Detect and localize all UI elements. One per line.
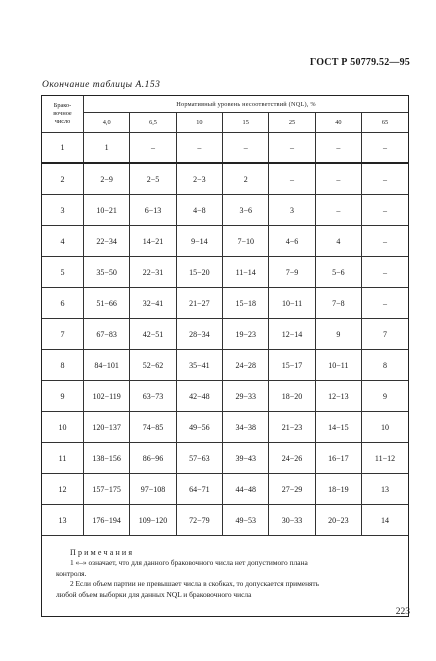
table-cell: 15−18 <box>223 288 269 319</box>
row-number: 9 <box>42 381 84 412</box>
table-cell: 120−137 <box>84 412 130 443</box>
data-table-frame <box>41 95 409 617</box>
notes-title: Примечания <box>70 547 135 557</box>
table-cell: 4−8 <box>176 195 222 226</box>
table-cell: 19−23 <box>223 319 269 350</box>
table-cell: 18−20 <box>269 381 315 412</box>
table-cell: 12−14 <box>269 319 315 350</box>
note-text: 2 Если объем партии не превышает числа в скобках, то допускается применять <box>70 579 320 589</box>
table-cell: 1 <box>84 133 130 164</box>
table-row <box>42 195 408 226</box>
table-cell: – <box>269 163 315 195</box>
table-row <box>42 474 408 505</box>
table-cell: 15−17 <box>269 350 315 381</box>
column-header: 10 <box>176 113 222 133</box>
table-cell: 109−120 <box>130 505 176 536</box>
table-row <box>42 133 408 164</box>
column-header: 6,5 <box>130 113 176 133</box>
table-cell: 13 <box>362 474 408 505</box>
table-cell: 24−26 <box>269 443 315 474</box>
table-cell: 51−66 <box>84 288 130 319</box>
table-cell: 30−33 <box>269 505 315 536</box>
table-cell: 42−51 <box>130 319 176 350</box>
table-cell: 8 <box>362 350 408 381</box>
table-cell: 2 <box>223 163 269 195</box>
table-cell: 12−13 <box>315 381 361 412</box>
table-cell: – <box>315 133 361 164</box>
table-cell: – <box>176 133 222 164</box>
table-cell: 3 <box>269 195 315 226</box>
table-cell: – <box>362 195 408 226</box>
table-cell: 11−12 <box>362 443 408 474</box>
row-number: 1 <box>42 133 84 164</box>
row-number: 3 <box>42 195 84 226</box>
group-header: Нормативный уровень несоответствий (NQL), % <box>84 96 409 113</box>
table-cell: 29−33 <box>223 381 269 412</box>
table-cell: 21−23 <box>269 412 315 443</box>
table-cell: – <box>362 288 408 319</box>
table-cell: 44−48 <box>223 474 269 505</box>
table-cell: 67−83 <box>84 319 130 350</box>
table-cell: 74−85 <box>130 412 176 443</box>
row-number: 8 <box>42 350 84 381</box>
table-cell: 72−79 <box>176 505 222 536</box>
table-cell: 57−63 <box>176 443 222 474</box>
table-cell: 63−73 <box>130 381 176 412</box>
table-cell: 14−21 <box>130 226 176 257</box>
table-row <box>42 412 408 443</box>
notes-row <box>42 536 408 617</box>
table-cell: 15−20 <box>176 257 222 288</box>
table-cell: – <box>130 133 176 164</box>
table-cell: 9 <box>362 381 408 412</box>
table-cell: 157−175 <box>84 474 130 505</box>
table-cell: 16−17 <box>315 443 361 474</box>
column-header: 15 <box>223 113 269 133</box>
table-cell: 102−119 <box>84 381 130 412</box>
table-cell: 20−23 <box>315 505 361 536</box>
row-number: 10 <box>42 412 84 443</box>
table-cell: 39−43 <box>223 443 269 474</box>
standard-code: ГОСТ Р 50779.52—95 <box>309 57 410 68</box>
table-row <box>42 288 408 319</box>
table-cell: 10−11 <box>315 350 361 381</box>
table-cell: 7−9 <box>269 257 315 288</box>
row-number: 4 <box>42 226 84 257</box>
column-header: 65 <box>362 113 408 133</box>
table-row <box>42 443 408 474</box>
table-row <box>42 350 408 381</box>
table-cell: 86−96 <box>130 443 176 474</box>
table-cell: 22−34 <box>84 226 130 257</box>
table-caption: Окончание таблицы А.153 <box>42 80 161 90</box>
table-cell: 27−29 <box>269 474 315 505</box>
table-cell: 97−108 <box>130 474 176 505</box>
table-cell: 21−27 <box>176 288 222 319</box>
column-header: 4,0 <box>84 113 130 133</box>
table-cell: 6−13 <box>130 195 176 226</box>
row-number: 13 <box>42 505 84 536</box>
table-cell: – <box>269 133 315 164</box>
table-cell: 18−19 <box>315 474 361 505</box>
table-cell: – <box>362 257 408 288</box>
table-cell: 35−50 <box>84 257 130 288</box>
table-cell: 10−11 <box>269 288 315 319</box>
data-table <box>42 96 408 616</box>
table-row <box>42 257 408 288</box>
notes-block <box>42 536 408 617</box>
table-cell: 2−3 <box>176 163 222 195</box>
row-number: 7 <box>42 319 84 350</box>
note-text: 1 «–» означает, что для данного браковочного числа нет допустимого плана <box>70 558 308 568</box>
table-cell: 138−156 <box>84 443 130 474</box>
table-cell: 10−21 <box>84 195 130 226</box>
table-cell: 7 <box>362 319 408 350</box>
table-cell: 2−9 <box>84 163 130 195</box>
table-body <box>42 133 408 536</box>
row-number: 6 <box>42 288 84 319</box>
table-cell: 64−71 <box>176 474 222 505</box>
table-cell: – <box>362 163 408 195</box>
table-cell: – <box>315 195 361 226</box>
table-cell: 4−6 <box>269 226 315 257</box>
column-header: 40 <box>315 113 361 133</box>
table-row <box>42 381 408 412</box>
table-cell: 3−6 <box>223 195 269 226</box>
table-cell: 176−194 <box>84 505 130 536</box>
table-row <box>42 319 408 350</box>
table-cell: 34−38 <box>223 412 269 443</box>
row-number: 5 <box>42 257 84 288</box>
table-cell: – <box>315 163 361 195</box>
table-cell: 9 <box>315 319 361 350</box>
table-cell: 2−5 <box>130 163 176 195</box>
table-cell: 32−41 <box>130 288 176 319</box>
table-cell: 49−56 <box>176 412 222 443</box>
table-cell: 28−34 <box>176 319 222 350</box>
table-cell: 42−48 <box>176 381 222 412</box>
table-cell: 14 <box>362 505 408 536</box>
table-cell: 49−53 <box>223 505 269 536</box>
table-cell: 52−62 <box>130 350 176 381</box>
note-text: любой объем выборки для данных NQL и браковочного числа <box>56 589 252 599</box>
row-number: 2 <box>42 163 84 195</box>
row-header-line: Брако- <box>53 102 72 109</box>
table-cell: – <box>362 133 408 164</box>
table-cell: 7−8 <box>315 288 361 319</box>
table-cell: 7−10 <box>223 226 269 257</box>
row-number: 11 <box>42 443 84 474</box>
table-row <box>42 505 408 536</box>
table-cell: 5−6 <box>315 257 361 288</box>
table-row <box>42 163 408 195</box>
row-number: 12 <box>42 474 84 505</box>
table-cell: – <box>223 133 269 164</box>
table-cell: 11−14 <box>223 257 269 288</box>
column-header: 25 <box>269 113 315 133</box>
table-cell: 24−28 <box>223 350 269 381</box>
row-header-line: вочное <box>53 110 72 117</box>
table-cell: 14−15 <box>315 412 361 443</box>
table-cell: 10 <box>362 412 408 443</box>
note-text: контроля. <box>56 568 87 578</box>
table-cell: 9−14 <box>176 226 222 257</box>
row-header <box>42 96 84 133</box>
table-cell: 35−41 <box>176 350 222 381</box>
table-row <box>42 226 408 257</box>
table-cell: 84−101 <box>84 350 130 381</box>
table-cell: 4 <box>315 226 361 257</box>
row-header-line: число <box>54 118 71 125</box>
page-number: 223 <box>395 607 410 617</box>
table-cell: 22−31 <box>130 257 176 288</box>
table-cell: – <box>362 226 408 257</box>
